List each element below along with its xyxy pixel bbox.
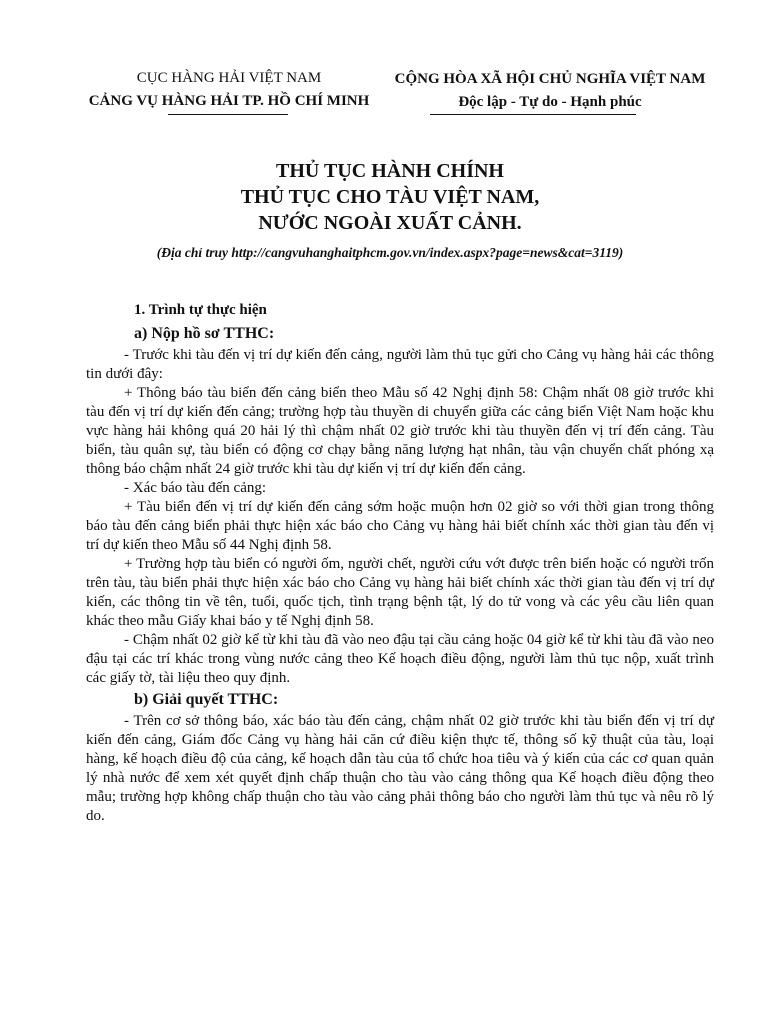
paragraph: + Trường hợp tàu biển có người ốm, người chết, người cứu vớt được trên biển hoặc có người trốn trên tàu, tàu biển phải thực hiện xác báo cho Cảng vụ hàng hải biết chính xác thời gian tàu đến vị trí dự kiến, các thông tin về tên, tuổi, quốc tịch, tình trạng bệnh tật, lý do tử vong và các yêu cầu liên quan khác theo mẫu Giấy khai báo y tế Nghị định 58. (86, 556, 714, 629)
national-header (380, 68, 720, 113)
issuing-agency: CẢNG VỤ HÀNG HẢI TP. HỒ CHÍ MINH (88, 93, 370, 109)
source-url: (Địa chỉ truy http://cangvuhanghaitphcm.gov.vn/index.aspx?page=news&cat=3119) (156, 245, 624, 260)
document-body (86, 298, 714, 826)
parent-agency: CỤC HÀNG HẢI VIỆT NAM (136, 70, 322, 86)
agency-header (78, 68, 380, 112)
national-motto: Độc lập - Tự do - Hạnh phúc (458, 94, 642, 110)
paragraph: - Trên cơ sở thông báo, xác báo tàu đến cảng, chậm nhất 02 giờ trước khi tàu biển đến vị trí dự kiến đến cảng, Giám đốc Cảng vụ hàng hải căn cứ điều kiện thực tế, thông số kỹ thuật của tàu, loại hàng, kế hoạch điều độ của cảng, kế hoạch dẫn tàu của tổ chức hoa tiêu và ý kiến của các cơ quan quản lý nhà nước để xem xét quyết định chấp thuận cho tàu vào cảng thông qua Kế hoạch điều động theo mẫu; trường hợp không chấp thuận cho tàu vào cảng phải thông báo cho người làm thủ tục và nêu rõ lý do. (86, 713, 714, 824)
republic-name: CỘNG HÒA XÃ HỘI CHỦ NGHĨA VIỆT NAM (394, 71, 706, 87)
subsection-heading-a: a) Nộp hồ sơ TTHC: (134, 325, 275, 342)
paragraph: + Thông báo tàu biển đến cảng biển theo Mẫu số 42 Nghị định 58: Chậm nhất 08 giờ trước khi tàu đến vị trí dự kiến đến cảng; trường hợp tàu thuyền di chuyển giữa các cảng biển Việt Nam hoặc khu vực hàng hải không quá 20 hải lý thì chậm nhất 02 giờ trước khi tàu thuyền đến vị trí đến cảng. Tàu biển, tàu quân sự, tàu biển có động cơ chạy bằng năng lượng hạt nhân, tàu vận chuyển chất phóng xạ thông báo chậm nhất 24 giờ trước khi tàu dự kiến vị trí dự kiến đến cảng. (86, 385, 714, 477)
paragraph: + Tàu biển đến vị trí dự kiến đến cảng sớm hoặc muộn hơn 02 giờ so với thời gian trong thông báo tàu đến cảng biển phải thực hiện xác báo cho Cảng vụ hàng hải biết chính xác thời gian tàu đến vị trí dự kiến theo Mẫu số 44 Nghị định 58. (86, 499, 714, 553)
section-heading: 1. Trình tự thực hiện (134, 302, 267, 318)
paragraph: - Chậm nhất 02 giờ kể từ khi tàu đã vào neo đậu tại cầu cảng hoặc 04 giờ kể từ khi tàu đã vào neo đậu tại các trí khác trong vùng nước cảng theo Kế hoạch điều động, người làm thủ tục nộp, xuất trình các giấy tờ, tài liệu theo quy định. (86, 632, 714, 686)
motto-underline (430, 114, 636, 115)
title-line-3: NƯỚC NGOÀI XUẤT CẢNH. (258, 212, 522, 234)
paragraph: - Trước khi tàu đến vị trí dự kiến đến cảng, người làm thủ tục gửi cho Cảng vụ hàng hải các thông tin dưới đây: (86, 347, 714, 382)
paragraph: - Xác báo tàu đến cảng: (124, 480, 267, 496)
subsection-heading-b: b) Giải quyết TTHC: (134, 691, 279, 708)
title-line-1: THỦ TỤC HÀNH CHÍNH (276, 160, 504, 182)
title-line-2: THỦ TỤC CHO TÀU VIỆT NAM, (240, 186, 540, 208)
document-title (60, 158, 720, 236)
agency-underline (168, 114, 288, 115)
